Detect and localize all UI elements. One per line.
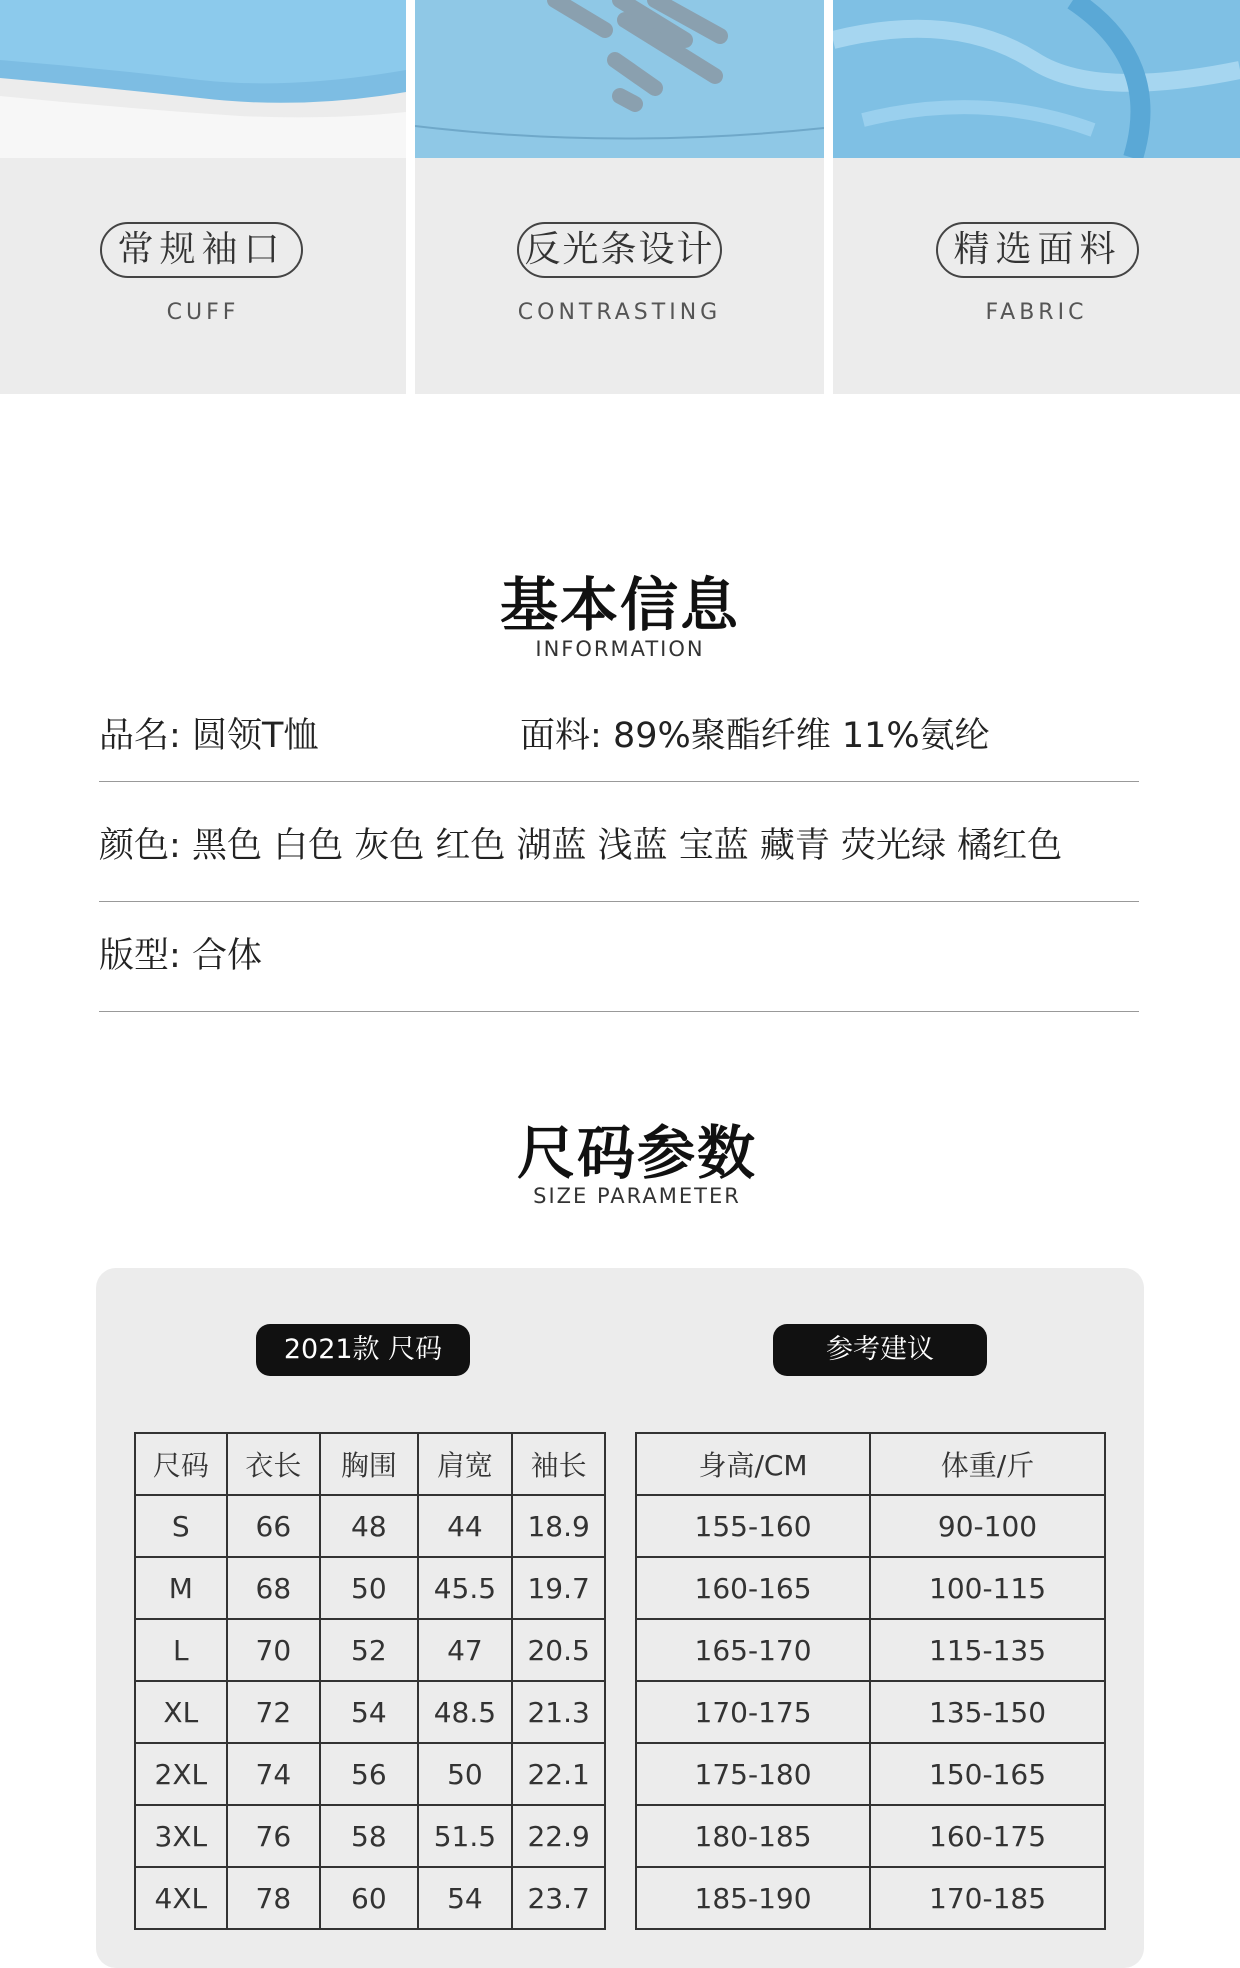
table-cell: 22.1 (512, 1743, 605, 1805)
fabric-photo (833, 0, 1240, 158)
fabric-value: 89%聚酯纤维 11%氨纶 (612, 716, 990, 756)
table-cell: 54 (418, 1867, 513, 1929)
table-header-row (135, 1433, 605, 1495)
table-row (636, 1495, 1105, 1557)
table-cell: L (135, 1619, 227, 1681)
feature-subtitle: CONTRASTING (517, 300, 722, 325)
table-cell: 20.5 (512, 1619, 605, 1681)
table-cell: 180-185 (636, 1805, 870, 1867)
feature-subtitle: FABRIC (985, 300, 1088, 325)
table-cell: 74 (227, 1743, 320, 1805)
table-row (135, 1619, 605, 1681)
divider (99, 901, 1139, 902)
reflective-strip-photo (415, 0, 824, 158)
table-cell: 19.7 (512, 1557, 605, 1619)
feature-subtitle: CUFF (166, 300, 240, 325)
table-cell: 3XL (135, 1805, 227, 1867)
fabric-group (520, 708, 990, 758)
table-cell: 165-170 (636, 1619, 870, 1681)
table-cell: 48 (320, 1495, 417, 1557)
table-cell: 66 (227, 1495, 320, 1557)
header-cell: 胸围 (320, 1433, 417, 1495)
feature-tile-contrasting (415, 0, 824, 394)
table-row (135, 1681, 605, 1743)
size-subtitle: SIZE PARAMETER (533, 1184, 741, 1208)
divider (99, 1011, 1139, 1012)
cuff-photo (0, 0, 406, 158)
name-label: 品名: (99, 716, 181, 756)
table-cell: XL (135, 1681, 227, 1743)
table-cell: M (135, 1557, 227, 1619)
fabric-label: 面料: (520, 716, 602, 756)
table-cell: 4XL (135, 1867, 227, 1929)
table-cell: 150-165 (870, 1743, 1105, 1805)
table-row (636, 1743, 1105, 1805)
header-cell: 体重/斤 (870, 1433, 1105, 1495)
table-cell: 170-175 (636, 1681, 870, 1743)
info-row-fit (99, 928, 1139, 978)
table-cell: 51.5 (418, 1805, 513, 1867)
information-subtitle: INFORMATION (535, 637, 705, 661)
info-row-name-fabric (99, 708, 1139, 758)
feature-title: 精选面料 (936, 222, 1139, 278)
feature-tile-cuff (0, 0, 406, 394)
table-row (135, 1495, 605, 1557)
header-cell: 衣长 (227, 1433, 320, 1495)
header-cell: 身高/CM (636, 1433, 870, 1495)
color-value: 黑色 白色 灰色 红色 湖蓝 浅蓝 宝蓝 藏青 荧光绿 橘红色 (191, 826, 1063, 866)
name-value: 圆领T恤 (191, 716, 319, 756)
table-cell: 23.7 (512, 1867, 605, 1929)
table-row (636, 1805, 1105, 1867)
table-cell: 56 (320, 1743, 417, 1805)
table-row (135, 1557, 605, 1619)
table-cell: 160-175 (870, 1805, 1105, 1867)
feature-title: 常规袖口 (100, 222, 303, 278)
size-title: 尺码参数 (516, 1119, 757, 1187)
table-row (636, 1619, 1105, 1681)
table-cell: S (135, 1495, 227, 1557)
information-title: 基本信息 (499, 571, 740, 639)
color-label: 颜色: (99, 826, 181, 866)
feature-title: 反光条设计 (517, 222, 722, 278)
table-row (135, 1805, 605, 1867)
table-cell: 175-180 (636, 1743, 870, 1805)
size-table (134, 1432, 606, 1930)
table-cell: 50 (320, 1557, 417, 1619)
table-cell: 22.9 (512, 1805, 605, 1867)
header-cell: 袖长 (512, 1433, 605, 1495)
table-cell: 58 (320, 1805, 417, 1867)
table-cell: 68 (227, 1557, 320, 1619)
table-cell: 50 (418, 1743, 513, 1805)
size-badge: 2021款 尺码 (256, 1324, 470, 1376)
table-cell: 44 (418, 1495, 513, 1557)
table-cell: 160-165 (636, 1557, 870, 1619)
feature-strip (0, 0, 1240, 394)
info-row-colors (99, 818, 1139, 868)
table-header-row (636, 1433, 1105, 1495)
table-cell: 90-100 (870, 1495, 1105, 1557)
table-cell: 115-135 (870, 1619, 1105, 1681)
table-cell: 100-115 (870, 1557, 1105, 1619)
table-cell: 45.5 (418, 1557, 513, 1619)
table-cell: 48.5 (418, 1681, 513, 1743)
table-row (135, 1743, 605, 1805)
reference-badge: 参考建议 (773, 1324, 987, 1376)
table-cell: 155-160 (636, 1495, 870, 1557)
divider (99, 781, 1139, 782)
table-cell: 135-150 (870, 1681, 1105, 1743)
table-cell: 54 (320, 1681, 417, 1743)
feature-tile-fabric (833, 0, 1240, 394)
table-row (636, 1681, 1105, 1743)
table-cell: 47 (418, 1619, 513, 1681)
table-cell: 52 (320, 1619, 417, 1681)
table-cell: 70 (227, 1619, 320, 1681)
fit-label: 版型: (99, 936, 181, 976)
fit-value: 合体 (191, 936, 262, 976)
table-cell: 18.9 (512, 1495, 605, 1557)
table-cell: 185-190 (636, 1867, 870, 1929)
table-cell: 72 (227, 1681, 320, 1743)
table-cell: 21.3 (512, 1681, 605, 1743)
header-cell: 肩宽 (418, 1433, 513, 1495)
reference-table (635, 1432, 1106, 1930)
table-cell: 170-185 (870, 1867, 1105, 1929)
header-cell: 尺码 (135, 1433, 227, 1495)
table-cell: 2XL (135, 1743, 227, 1805)
table-row (636, 1557, 1105, 1619)
table-cell: 76 (227, 1805, 320, 1867)
table-cell: 60 (320, 1867, 417, 1929)
table-cell: 78 (227, 1867, 320, 1929)
